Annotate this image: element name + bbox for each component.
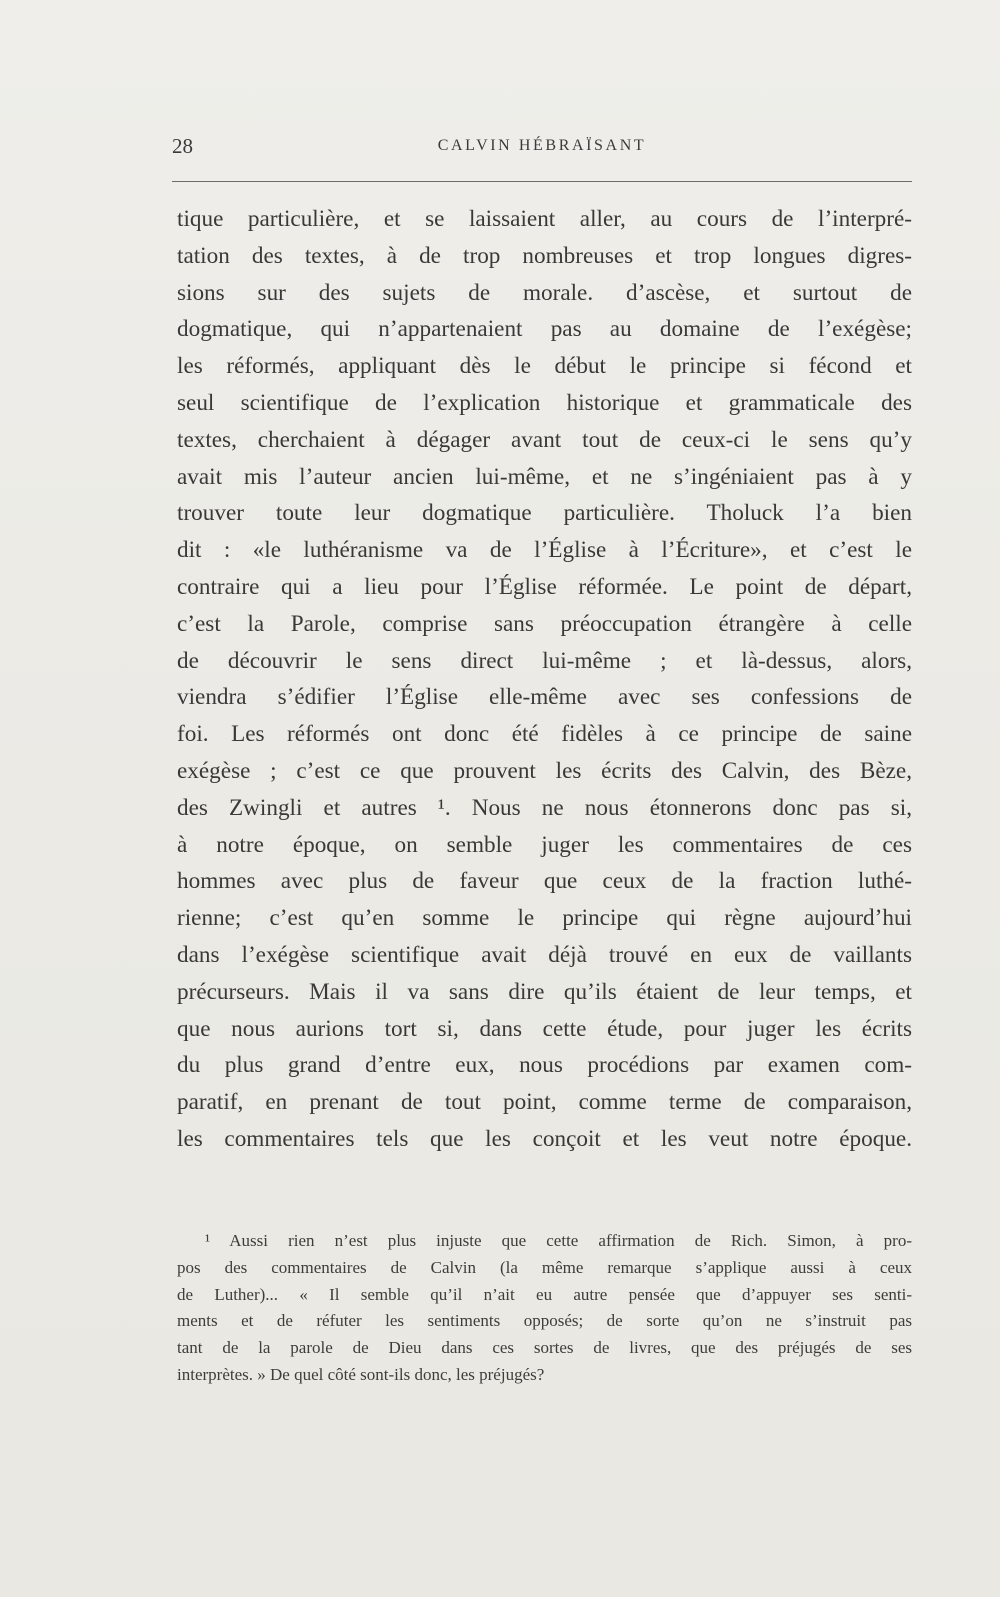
body-line: paratif, en prenant de tout point, comme terme de comparaison,: [177, 1089, 912, 1116]
body-line: hommes avec plus de faveur que ceux de la fraction luthé-: [177, 868, 912, 895]
body-line: que nous aurions tort si, dans cette étude, pour juger les écrits: [177, 1015, 912, 1042]
page-number: 28: [172, 134, 193, 158]
running-title: CALVIN HÉBRAÏSANT: [437, 137, 647, 154]
body-line: avait mis l’auteur ancien lui-même, et ne s’ingéniaient pas à y: [177, 463, 912, 490]
footnote-line: tant de la parole de Dieu dans ces sortes de livres, que des préjugés de ses: [177, 1338, 912, 1358]
page-header: [172, 134, 912, 164]
footnote-line: interprètes. » De quel côté sont-ils donc, les préjugés?: [177, 1364, 545, 1384]
body-line: trouver toute leur dogmatique particulière. Tholuck l’a bien: [177, 500, 912, 527]
body-line: contraire qui a lieu pour l’Église réformée. Le point de départ,: [177, 573, 912, 600]
body-line: dogmatique, qui n’appartenaient pas au domaine de l’exégèse;: [177, 316, 912, 343]
body-text: [177, 201, 912, 1158]
body-line: tation des textes, à de trop nombreuses et trop longues digres-: [177, 242, 912, 269]
header-rule: [172, 181, 912, 182]
body-line: textes, cherchaient à dégager avant tout de ceux-ci le sens qu’y: [177, 426, 912, 453]
body-line: des Zwingli et autres ¹. Nous ne nous étonnerons donc pas si,: [177, 794, 912, 821]
body-line: les réformés, appliquant dès le début le principe si fécond et: [177, 353, 912, 380]
body-line: sions sur des sujets de morale. d’ascèse, et surtout de: [177, 279, 912, 306]
body-line: exégèse ; c’est ce que prouvent les écrits des Calvin, des Bèze,: [177, 757, 912, 784]
body-line: du plus grand d’entre eux, nous procédions par examen com-: [177, 1052, 912, 1079]
footnote-line: ¹ Aussi rien n’est plus injuste que cette affirmation de Rich. Simon, à pro-: [205, 1231, 912, 1250]
body-line: rienne; c’est qu’en somme le principe qui règne aujourd’hui: [177, 905, 912, 932]
body-line: à notre époque, on semble juger les commentaires de ces: [177, 831, 912, 858]
body-line: viendra s’édifier l’Église elle-même avec ses confessions de: [177, 684, 912, 711]
body-line: dit : «le luthéranisme va de l’Église à l’Écriture», et c’est le: [177, 537, 912, 564]
body-line: foi. Les réformés ont donc été fidèles à ce principe de saine: [177, 721, 912, 748]
body-line: seul scientifique de l’explication historique et grammaticale des: [177, 389, 912, 416]
footnote-line: de Luther)... « Il semble qu’il n’ait eu autre pensée que d’appuyer ses senti-: [177, 1284, 912, 1304]
body-line: c’est la Parole, comprise sans préoccupation étrangère à celle: [177, 610, 912, 637]
body-line: dans l’exégèse scientifique avait déjà trouvé en eux de vaillants: [177, 941, 912, 968]
body-line: les commentaires tels que les conçoit et les veut notre époque.: [177, 1125, 912, 1152]
body-line: précurseurs. Mais il va sans dire qu’ils étaient de leur temps, et: [177, 978, 912, 1005]
footnote-line: ments et de réfuter les sentiments opposés; de sorte qu’on ne s’instruit pas: [177, 1311, 912, 1331]
footnote-line: pos des commentaires de Calvin (la même remarque s’applique aussi à ceux: [177, 1257, 912, 1277]
body-line: de découvrir le sens direct lui-même ; et là-dessus, alors,: [177, 647, 912, 674]
footnotes: [177, 1228, 912, 1389]
body-line: tique particulière, et se laissaient aller, au cours de l’interpré-: [177, 206, 912, 232]
